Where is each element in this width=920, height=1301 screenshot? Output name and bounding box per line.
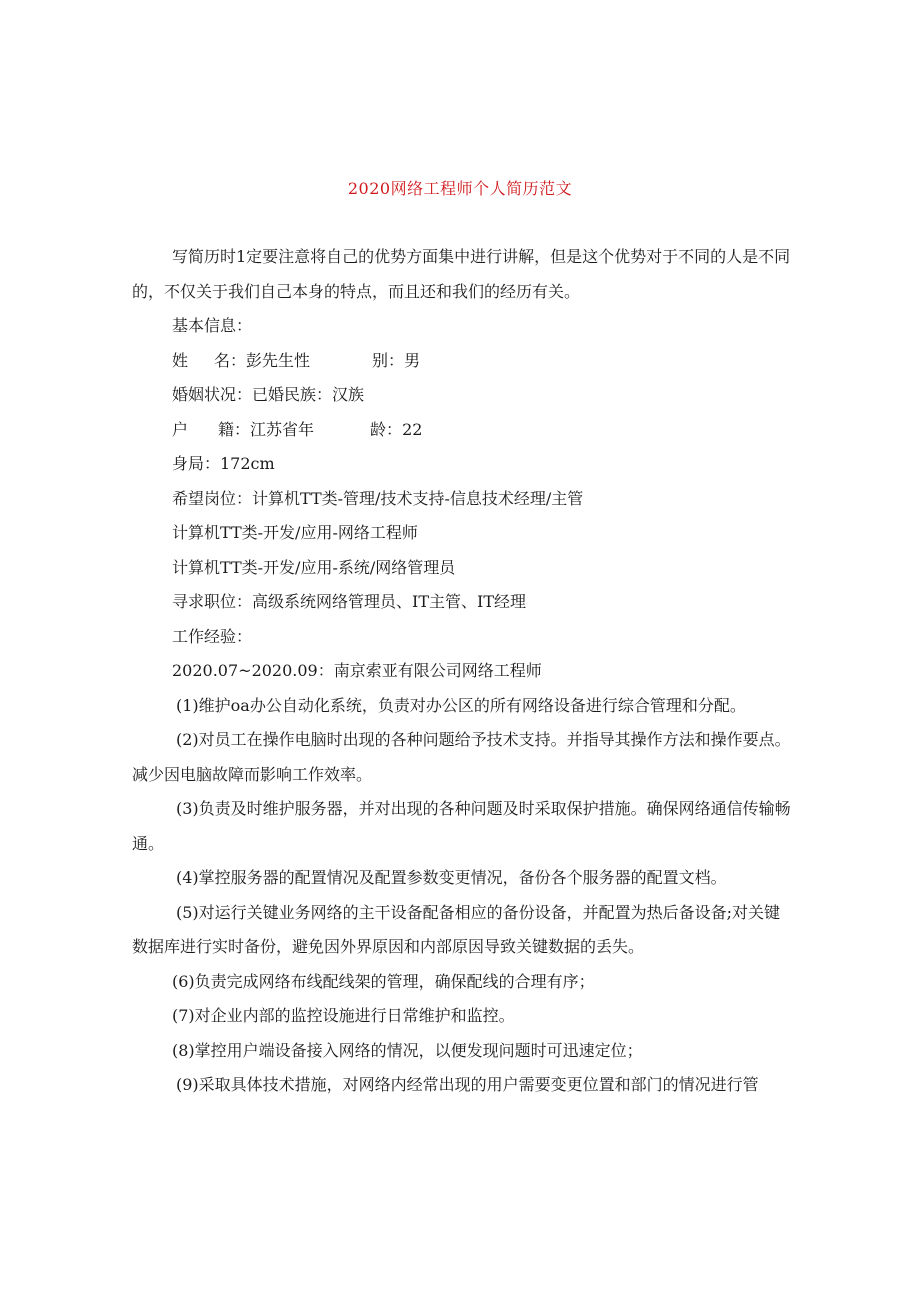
duty-item: (6)负责完成网络布线配线架的管理，确保配线的合理有序；: [172, 971, 595, 991]
hukou-label-a: 户: [172, 419, 189, 439]
hukou-age-line: [132, 413, 796, 448]
height-line: 身局：172cm: [172, 454, 275, 473]
duty-item: (7)对企业内部的监控设施进行日常维护和监控。: [172, 1006, 515, 1025]
job-line: 2020.07~2020.09：南京索亚有限公司网络工程师: [172, 661, 542, 680]
name-label-a: 姓: [172, 350, 189, 370]
hukou-value: 江苏省年: [250, 419, 315, 439]
duty-item: (1)维护oa办公自动化系统，负责对办公区的所有网络设备进行综合管理和分配。: [176, 695, 746, 715]
desired-position-1: 希望岗位：计算机TT类-管理/技术支持-信息技术经理/主管: [172, 488, 584, 508]
document-body: [132, 240, 796, 1103]
hukou-label-b: 籍：: [218, 419, 251, 439]
gender-value: 男: [404, 350, 421, 370]
age-label: 龄：: [370, 419, 403, 439]
seeking-line: 寻求职位：高级系统网络管理员、IT主管、IT经理: [172, 592, 526, 611]
duty-item: (9)采取具体技术措施，对网络内经常出现的用户需要变更位置和部门的情况进行管: [176, 1075, 759, 1094]
desired-position-2: 计算机TT类-开发/应用-网络工程师: [172, 523, 418, 542]
work-heading: 工作经验：: [172, 626, 253, 646]
duty-item: (4)掌控服务器的配置情况及配置参数变更情况，备份各个服务器的配置文档。: [176, 868, 727, 887]
basic-info-heading: 基本信息：: [172, 316, 253, 335]
duty-item: (5)对运行关键业务网络的主干设备配备相应的备份设备，并配置为热后备设备;对关键数据库进行实时备份，避免因外界原因和内部原因导致关键数据的丢失。: [132, 902, 781, 956]
name-gender-line: [132, 344, 796, 379]
duty-item: (3)负责及时维护服务器，并对出现的各种问题及时采取保护措施。确保网络通信传输畅通。: [132, 799, 791, 853]
age-value: 22: [402, 419, 423, 439]
duty-item: (8)掌控用户端设备接入网络的情况，以便发现问题时可迅速定位；: [172, 1040, 643, 1060]
name-value: 彭先生性: [246, 350, 311, 370]
intro-paragraph: 写简历时1定要注意将自己的优势方面集中进行讲解，但是这个优势对于不同的人是不同的，不仅关于我们自己本身的特点，而且还和我们的经历有关。: [132, 247, 791, 301]
document-title: 2020网络工程师个人简历范文: [347, 179, 573, 198]
name-label-b: 名：: [214, 350, 247, 370]
duty-item: (2)对员工在操作电脑时出现的各种问题给予技术支持。并指导其操作方法和操作要点。减少因电脑故障而影响工作效率。: [132, 730, 791, 784]
gender-label: 别：: [372, 350, 405, 370]
marital-line: 婚姻状况：已婚民族：汉族: [172, 385, 365, 404]
desired-position-3: 计算机TT类-开发/应用-系统/网络管理员: [172, 557, 456, 577]
